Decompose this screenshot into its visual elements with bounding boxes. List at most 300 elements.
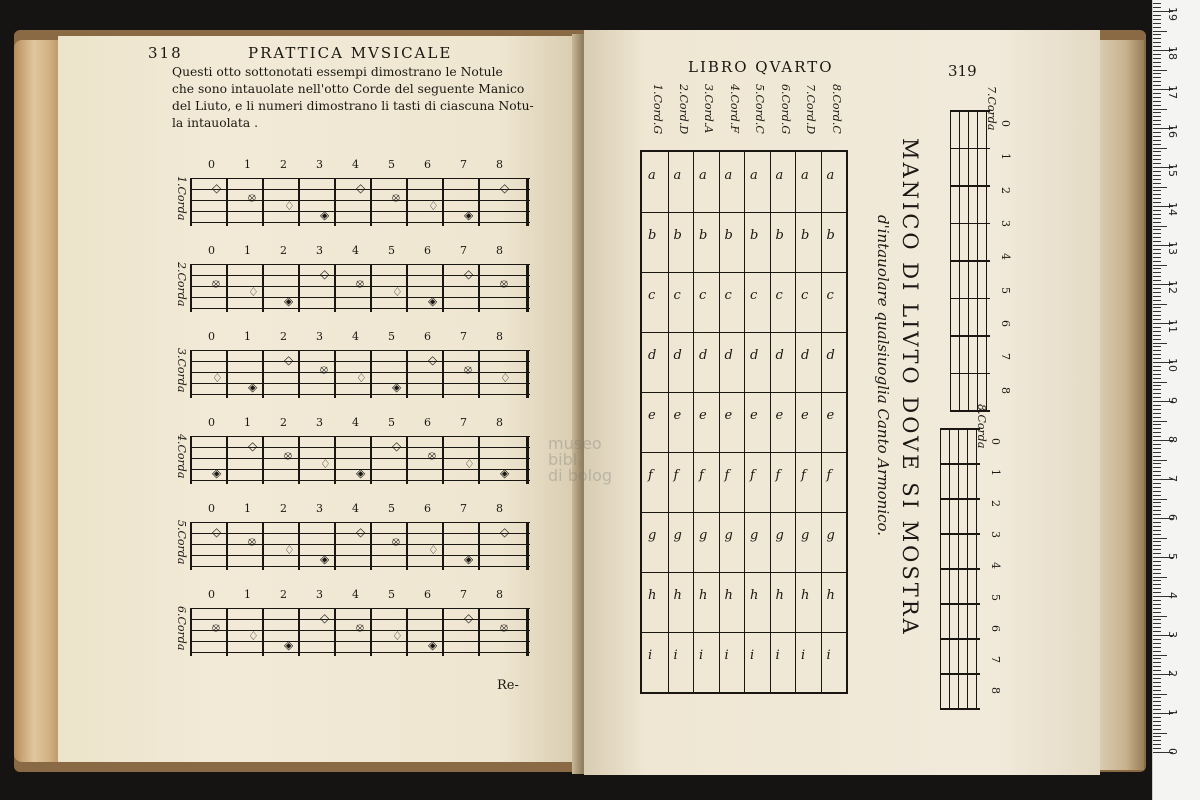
tab-letter: b [673,228,682,243]
fret-number: 6 [424,502,431,515]
note-glyph: ◇ [392,439,402,453]
tab-letter: d [826,348,835,363]
ruler-tick [1153,339,1161,340]
ruler-tick [1153,85,1161,86]
fret-line [642,392,846,393]
bar-line [526,178,529,226]
string-label: 6.Corda [175,606,188,651]
bar-line [370,522,372,570]
tablature-staff [190,436,530,484]
bar-line [190,522,192,570]
ruler-tick [1153,268,1161,269]
ruler-tick [1153,514,1161,515]
ruler-number: 19 [1166,7,1179,21]
ruler-tick [1153,487,1161,488]
fret-line [642,332,846,333]
bar-line [478,264,480,312]
tab-letter: f [801,468,806,483]
lute-neck-grid [640,150,848,694]
tab-letter: i [801,648,806,663]
fret-line [642,272,846,273]
measurement-ruler [1152,0,1200,800]
note-glyph: ◈ [356,466,366,480]
string-line [693,152,694,692]
ruler-tick [1153,132,1161,133]
ruler-tick [1153,421,1167,422]
fret-number: 1 [244,330,251,343]
tab-letter: i [724,648,729,663]
ruler-tick [1153,214,1161,215]
ruler-number: 4 [1166,592,1179,599]
ruler-tick [1153,561,1161,562]
note-glyph: ◇ [212,181,222,195]
note-glyph: ⦻ [248,190,256,204]
tab-letter: b [648,228,657,243]
ruler-tick [1153,565,1161,566]
ruler-tick [1153,229,1161,230]
bar-line [370,608,372,656]
bar-line [442,608,444,656]
string-label: 3.Cord.A [702,84,715,134]
note-glyph: ⦻ [392,534,400,548]
fret-number: 4 [999,253,1012,261]
bar-line [262,264,264,312]
ruler-number: 18 [1166,46,1179,60]
string-label: 7.Cord.D [804,84,817,135]
bar-line [190,608,192,656]
bar-line [950,223,990,225]
tab-letter: e [801,408,809,423]
ruler-number: 2 [1166,670,1179,677]
tab-letter: d [775,348,784,363]
string-label: 8.Cord.C [829,84,843,134]
ruler-tick [1153,370,1161,371]
bar-line [298,178,300,226]
string-label: 1.Cord.G [651,84,664,135]
fret-number: 3 [316,502,323,515]
note-glyph: ◇ [212,525,222,539]
fret-number: 1 [244,244,251,257]
bar-line [940,673,980,675]
ruler-tick [1153,300,1161,301]
note-glyph: ◇ [320,267,330,281]
fret-number: 8 [496,158,503,171]
page-edges-right [1098,40,1144,770]
ruler-number: 6 [1166,514,1179,521]
bar-line [478,350,480,398]
fret-number: 3 [989,531,1002,539]
bar-line [526,350,529,398]
ruler-tick [1153,725,1161,726]
ruler-tick [1153,682,1161,683]
fret-number: 2 [989,500,1002,508]
note-glyph: ◈ [500,466,510,480]
tab-letter: c [826,288,834,303]
fret-number: 1 [244,416,251,429]
library-stamp: museo bibl. di bolog [548,434,613,485]
note-glyph: ◈ [392,380,402,394]
ruler-tick [1153,194,1161,195]
ruler-tick [1153,159,1161,160]
note-glyph: ⦻ [248,534,256,548]
bar-line [950,335,990,337]
fret-number: 0 [208,244,215,257]
tab-letter: a [648,168,656,183]
bar-line [442,178,444,226]
fret-number: 3 [999,220,1012,227]
string-label: 1.Corda [175,176,188,221]
fret-number: 4 [352,588,359,601]
fret-number: 5 [388,502,395,515]
bar-line [370,264,372,312]
fret-number: 8 [496,330,503,343]
ruler-tick [1153,311,1161,312]
tab-letter: e [648,408,656,423]
fret-number-row [190,416,530,430]
tab-letter: g [826,528,835,543]
note-glyph: ◈ [428,294,438,308]
ruler-number: 5 [1166,553,1179,560]
bar-line [940,638,980,640]
ruler-tick [1153,393,1161,394]
ruler-tick [1153,288,1161,289]
ruler-tick [1153,736,1161,737]
note-glyph: ◇ [428,353,438,367]
note-glyph: ◇ [500,181,510,195]
string-label: 2.Cord.D [676,84,690,135]
tab-letter: f [673,468,679,483]
ruler-tick [1153,366,1161,367]
note-glyph: ◈ [320,208,330,222]
ruler-tick [1153,222,1161,223]
note-glyph: ◇ [500,525,510,539]
ruler-tick [1153,580,1161,581]
bar-line [334,436,336,484]
ruler-tick [1153,666,1161,667]
tab-letter: h [826,588,835,603]
bar-line [298,436,300,484]
bar-line [334,264,336,312]
fret-number: 5 [388,330,395,343]
string-label: 5.Cord.C [753,84,766,134]
bar-line [940,603,980,605]
ruler-number: 14 [1166,202,1179,216]
ruler-tick [1153,623,1161,624]
bar-line [950,298,990,300]
tab-letter: e [826,408,835,423]
fret-line [642,452,846,453]
note-glyph: ♢ [212,371,223,385]
note-glyph: ♢ [392,285,403,299]
tab-letter: c [724,288,732,303]
fret-number: 3 [316,330,323,343]
fret-number: 5 [388,416,395,429]
ruler-tick [1153,452,1161,453]
note-glyph: ⦻ [356,276,364,290]
ruler-tick [1153,315,1161,316]
ruler-tick [1153,148,1167,149]
ruler-number: 11 [1166,319,1179,333]
ruler-tick [1153,38,1161,39]
fret-number: 5 [388,244,395,257]
fret-number: 2 [280,158,287,171]
fret-number: 5 [388,158,395,171]
ruler-tick [1153,257,1161,258]
ruler-tick [1153,190,1161,191]
ruler-tick [1153,584,1161,585]
bar-line [950,148,990,150]
tab-letter: a [673,168,682,183]
fret-number: 5 [999,286,1012,294]
note-glyph: ♢ [500,371,511,385]
fret-number: 8 [989,686,1002,694]
intro-line: Questi otto sottonotati essempi dimostrano le Notule [172,65,503,79]
string-label: 2.Corda [175,262,188,307]
fret-number: 6 [989,624,1002,632]
ruler-tick [1153,643,1161,644]
right-running-head: LIBRO QVARTO [688,58,834,76]
ruler-tick [1153,272,1161,273]
tab-letter: c [648,288,656,303]
tab-letter: i [648,648,653,663]
intro-line: la intauolata . [172,116,258,130]
fret-number-row [190,588,530,602]
fret-number: 7 [460,330,467,343]
string-line [719,152,720,692]
fret-number: 0 [989,438,1002,445]
bar-line [950,110,990,112]
ruler-tick [1153,307,1161,308]
fret-number: 0 [208,588,215,601]
fret-number-row [190,502,530,516]
tab-letter: d [750,348,759,363]
fret-number-row [190,244,530,258]
bar-line [370,350,372,398]
intro-line: del Liuto, e li numeri dimostrano li tasti di ciascuna Notu- [172,99,534,113]
ruler-number: 17 [1166,85,1179,99]
ruler-tick [1153,405,1161,406]
ruler-tick [1153,31,1167,32]
ruler-tick [1153,639,1161,640]
bar-line [226,436,228,484]
ruler-tick [1153,744,1161,745]
ruler-tick [1153,62,1161,63]
ruler-number: 1 [1166,709,1179,716]
tab-letter: f [699,468,704,483]
ruler-tick [1153,292,1161,293]
bar-line [226,608,228,656]
ruler-tick [1153,740,1161,741]
fret-line [642,512,846,513]
ruler-tick [1153,499,1167,500]
string-label: 8.Corda [975,404,988,449]
fret-number: 4 [352,244,359,257]
ruler-tick [1153,413,1161,414]
ruler-tick [1153,233,1161,234]
fret-number: 7 [460,158,467,171]
tab-letter: h [673,588,682,603]
ruler-number: 8 [1166,436,1179,443]
fret-number: 5 [388,588,395,601]
tab-letter: b [750,228,759,243]
tab-letter: c [775,288,783,303]
ruler-tick [1153,436,1161,437]
note-glyph: ◈ [464,552,474,566]
bar-line [950,373,990,375]
ruler-tick [1153,210,1161,211]
string-label: 4.Cord.F [727,84,741,133]
ruler-tick [1153,249,1161,250]
note-glyph: ◈ [212,466,222,480]
string-label: 7.Corda [985,86,998,131]
ruler-tick [1153,526,1161,527]
bar-line [262,522,264,570]
ruler-tick [1153,331,1161,332]
ruler-tick [1153,3,1161,4]
ruler-tick [1153,109,1167,110]
left-running-head: PRATTICA MVSICALE [248,44,453,62]
ruler-tick [1153,187,1167,188]
ruler-tick [1153,382,1167,383]
ruler-tick [1153,66,1161,67]
ruler-tick [1153,409,1161,410]
bar-line [940,533,980,535]
note-glyph: ♢ [320,457,331,471]
note-glyph: ♢ [428,543,439,557]
ruler-tick [1153,105,1161,106]
bar-line [334,178,336,226]
ruler-tick [1153,670,1161,671]
note-glyph: ⦻ [212,620,220,634]
ruler-tick [1153,705,1161,706]
tab-letter: i [673,648,678,663]
ruler-tick [1153,42,1161,43]
note-glyph: ⦻ [500,276,508,290]
ruler-tick [1153,335,1161,336]
lute-neck-title: MANICO DI LIVTO DOVE SI MOSTRA [898,138,922,637]
ruler-tick [1153,140,1161,141]
ruler-number: 13 [1166,241,1179,255]
fret-number: 4 [352,330,359,343]
ruler-tick [1153,27,1161,28]
fret-number: 1 [244,588,251,601]
ruler-tick [1153,70,1167,71]
ruler-tick [1153,358,1161,359]
fret-line [642,632,846,633]
ruler-tick [1153,183,1161,184]
tab-letter: g [648,528,657,543]
string-line [668,152,669,692]
ruler-number: 15 [1166,163,1179,177]
tab-letter: a [699,168,707,183]
fret-number: 3 [316,244,323,257]
fret-number: 0 [208,502,215,515]
note-glyph: ◇ [356,181,366,195]
ruler-tick [1153,631,1161,632]
bar-line [406,350,408,398]
fret-number: 2 [999,186,1012,194]
ruler-tick [1153,46,1161,47]
fret-number: 4 [989,562,1002,570]
ruler-tick [1153,261,1161,262]
bar-line [190,264,192,312]
ruler-number: 9 [1166,397,1179,404]
bar-line [442,436,444,484]
ruler-tick [1153,124,1161,125]
intro-text [172,64,542,132]
ruler-tick [1153,144,1161,145]
ruler-tick [1153,226,1167,227]
tab-letter: f [724,468,730,483]
tablature-staff [190,522,530,570]
tab-letter: i [750,648,755,663]
bar-line [298,350,300,398]
ruler-tick [1153,627,1161,628]
ruler-number: 10 [1166,358,1179,372]
bar-line [940,498,980,500]
ruler-tick [1153,202,1161,203]
fret-number: 8 [496,416,503,429]
ruler-tick [1153,97,1161,98]
ruler-tick [1153,116,1161,117]
note-glyph: ◈ [320,552,330,566]
string-label: 6.Cord.G [778,84,792,135]
catchword: Re- [497,678,519,693]
ruler-tick [1153,171,1161,172]
ruler-tick [1153,19,1161,20]
tab-letter: b [775,228,784,243]
ruler-tick [1153,709,1161,710]
tab-letter: h [724,588,733,603]
fret-number: 5 [989,593,1002,601]
note-glyph: ⦻ [212,276,220,290]
fret-number: 6 [424,158,431,171]
tab-letter: f [826,468,832,483]
tab-letter: d [699,348,708,363]
ruler-tick [1153,424,1161,425]
tab-letter: h [699,588,708,603]
note-glyph: ♢ [464,457,475,471]
ruler-tick [1153,378,1161,379]
fret-number: 7 [989,655,1002,663]
bar-line [190,350,192,398]
bar-line [478,436,480,484]
ruler-tick [1153,748,1161,749]
bar-line [262,608,264,656]
ruler-number: 16 [1166,124,1179,138]
ruler-tick [1153,569,1161,570]
note-glyph: ◈ [248,380,258,394]
ruler-tick [1153,15,1161,16]
fret-number: 2 [280,244,287,257]
ruler-tick [1153,73,1161,74]
fret-number: 2 [280,588,287,601]
ruler-tick [1153,592,1161,593]
fret-number: 8 [496,502,503,515]
ruler-tick [1153,354,1161,355]
note-glyph: ◇ [356,525,366,539]
bar-line [442,350,444,398]
bar-line [940,428,980,430]
note-glyph: ◇ [284,353,294,367]
fret-number: 3 [316,588,323,601]
note-glyph: ⦻ [500,620,508,634]
note-glyph: ◇ [464,267,474,281]
tab-letter: c [673,288,681,303]
tab-letter: a [750,168,758,183]
vertical-staff [950,110,990,410]
ruler-tick [1153,577,1167,578]
